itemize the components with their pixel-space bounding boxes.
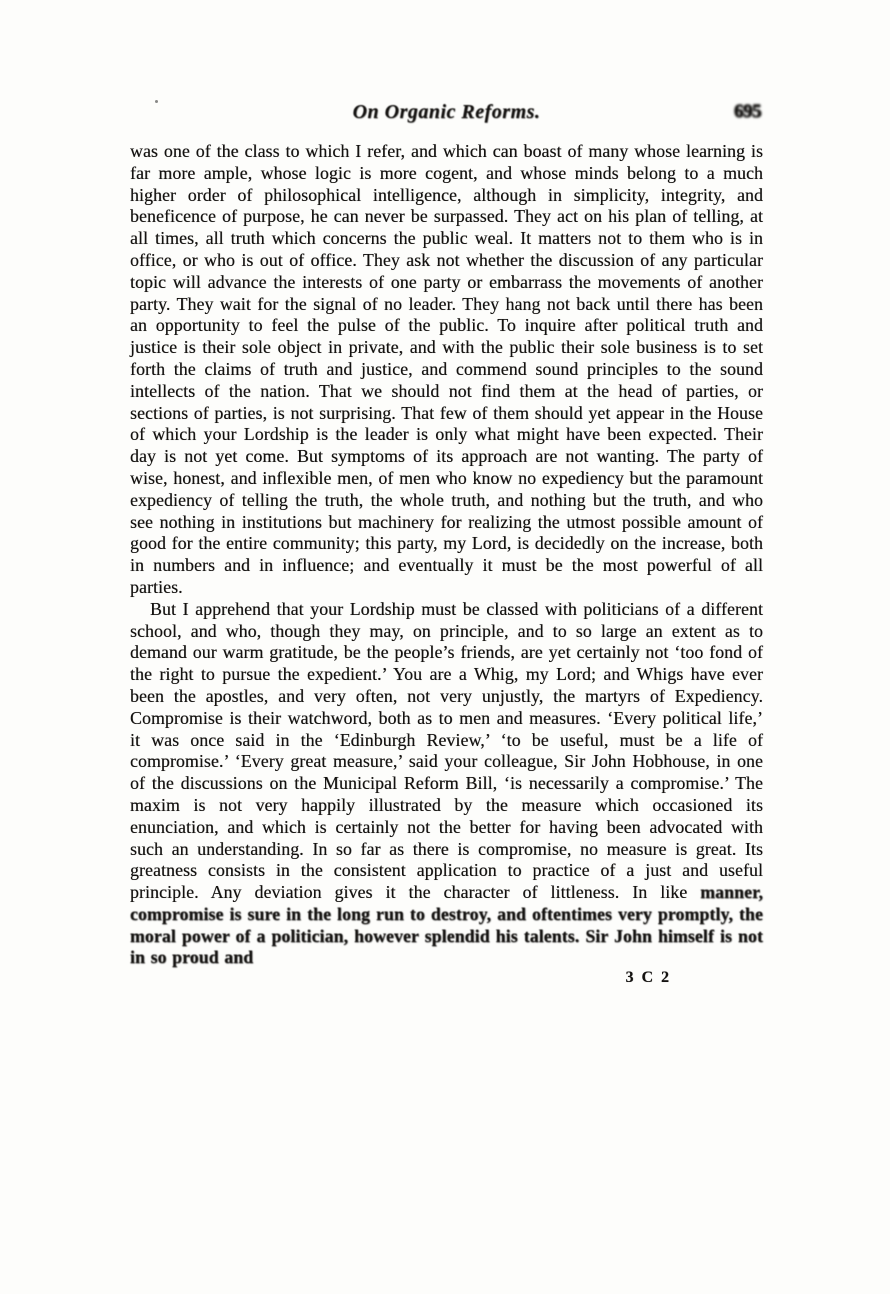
- paragraph-second-start: But I apprehend that your Lordship must be classed with politicians of a different school, and who, though they may, on principle, and to so large an extent as to demand our warm gratitude, be the people’s friends, are yet certainly not ‘too fond of the right to pursue the expedient.’ You are a Whig, my Lord; and Whigs have ever been the apostles, and very often, not very unjustly, the martyrs of Expediency. Compromise is their watchword, both as to men and measures. ‘Every political life,’ it was once said in the ‘Edinburgh Review,’ ‘to be useful, must be a life of compromise.’ ‘Every great measure,’ said your colleague, Sir John Hobhouse, in one of the discussions on the Municipal Reform Bill, ‘is necessarily a compromise.’ The maxim is not very happily illustrated by the measure which occasioned its enunciation, and which is certainly not the better for having been advocated with such an understanding. In so far as there is compromise, no measure is great. Its greatness consists in the consistent application to practice of a just and useful principle. Any deviation gives it the character of littleness. In like: [130, 598, 763, 903]
- page-number: 695: [734, 101, 761, 122]
- paragraph-continuation: was one of the class to which I refer, and which can boast of many whose learning is far more ample, whose logic is more cogent, and whose minds belong to a much higher order of philosophical intelligence, although in simplicity, integrity, and beneficence of purpose, he can never be surpassed. They act on his plan of telling, at all times, all truth which concerns the public weal. It matters not to them who is in office, or who is out of office. They ask not whether the discussion of any particular topic will advance the interests of one party or embarrass the movements of another party. They wait for the signal of no leader. They hang not back until there has been an opportunity to feel the pulse of the public. To inquire after political truth and justice is their sole object in private, and with the public their sole business is to set forth the claims of truth and justice, and commend sound principles to the sound intellects of the nation. That we should not find them at the head of parties, or sections of parties, is not surprising. That few of them should yet appear in the House of which your Lordship is the leader is only what might have been expected. Their day is not yet come. But symptoms of its approach are not wanting. The party of wise, honest, and inflexible men, of men who know no expediency but the paramount expediency of telling the truth, the whole truth, and nothing but the truth, and who see nothing in institutions but machinery for realizing the utmost possible amount of good for the entire community; this party, my Lord, is decidedly on the increase, both in numbers and in influence; and eventually it must be the most powerful of all parties.: [130, 141, 763, 597]
- body-text: [130, 141, 763, 969]
- signature-mark: 3 C 2: [625, 969, 671, 987]
- running-head: [130, 101, 763, 131]
- text-block: [130, 101, 763, 987]
- paragraph-second-smudged: manner, compromise is sure in the long run to destroy, and oftentimes very promptly, the moral power of a politician, however splendid his talents. Sir John himself is not in so proud and: [130, 882, 763, 968]
- running-head-title: On Organic Reforms.: [352, 101, 541, 123]
- paragraph-second: [130, 599, 763, 970]
